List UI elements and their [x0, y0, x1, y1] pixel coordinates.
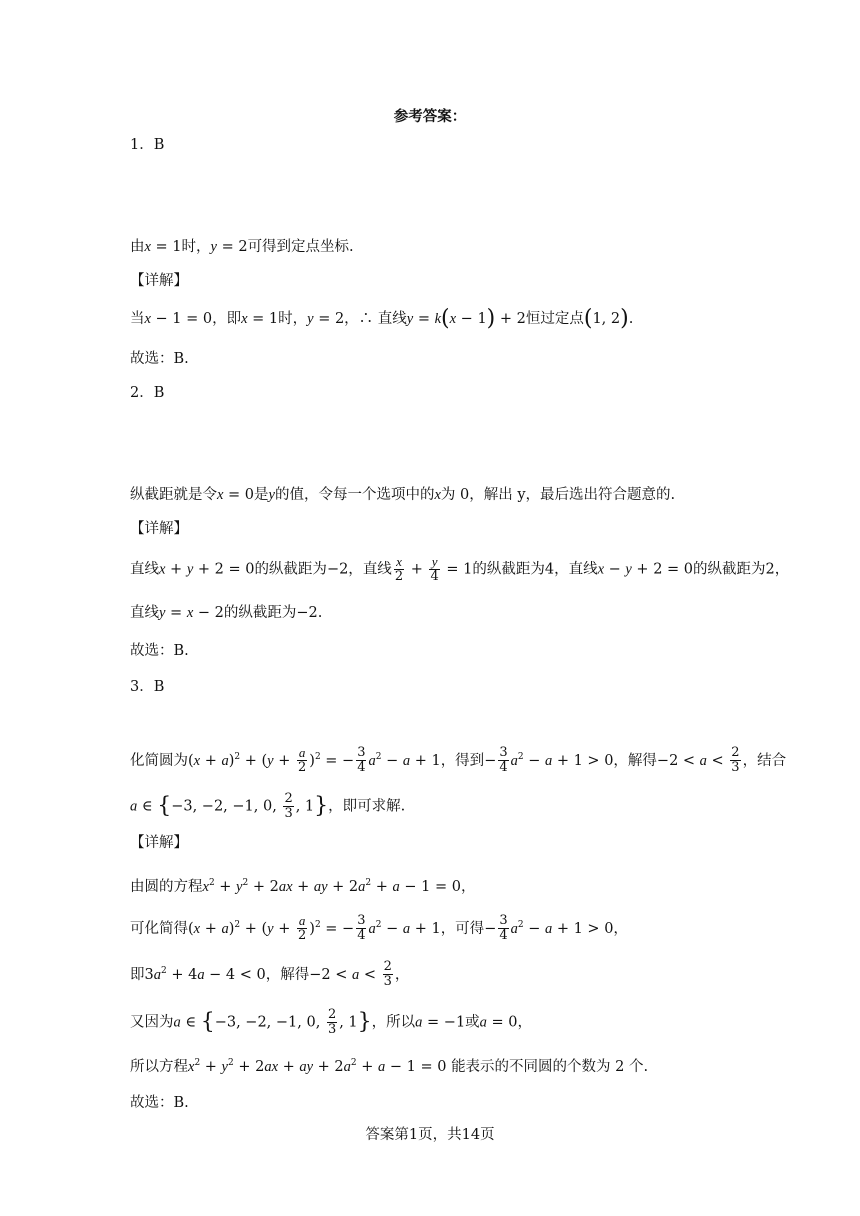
q3-hint-line1: 化简圆为$(x + a)^2 + (y$ + $\frac{a}{2}$ )$^2$ = − $\frac{3}{4}$ $a^2 - a + 1$，得到− $\frac{3}{4}$ $a^2 - a + 1 > 0$，解得−2 < a < $\frac{2}{3}$ ，结合 [130, 745, 787, 776]
page-title: 参考答案： [393, 108, 467, 125]
q3-detail-line1: 由圆的方程$x^2 + y^2 + 2ax$ + ay + $2a^2 + a - 1 = 0$， [130, 878, 476, 895]
q3-hint-line2: a ∈ {−3, −2, −1, 0, $\frac{2}{3}$ , 1}，即可求解. [130, 791, 406, 821]
q1-hint: 由x = 1时，y = 2可得到定点坐标. [130, 239, 354, 255]
q2-hint: 纵截距就是令x = 0是y的值，令每一个选项中的x为 0，解出 y，最后选出符合题意的. [130, 487, 676, 503]
q3-conclusion: 故选：B. [130, 1095, 189, 1111]
q3-detail-line2: 可化简得$(x + a)^2 + (y$ + $\frac{a}{2}$ )$^2$ = − $\frac{3}{4}$ $a^2 - a + 1$，可得− $\frac{3}{4}$ $a^2 - a + 1 > 0$， [130, 913, 628, 944]
page-footer: 答案第1页，共14页 [365, 1127, 495, 1143]
q3-detail-line5: 所以方程$x^2 + y^2 + 2ax$ + ay + $2a^2 + a - 1 = 0$ 能表示的不同圆的个数为 2 个. [130, 1058, 649, 1075]
answer-3: 3．B [130, 679, 165, 695]
q1-detail: 当x − 1 = 0，即x = 1时，y = 2，∴ 直线y = k(x − 1) + 2恒过定点(1, 2). [130, 306, 634, 331]
q3-detail-line3: 即$3a^2 + 4a - 4 < 0$，解得−2 < a < $\frac{2}{3}$ ， [130, 959, 410, 990]
answer-2: 2．B [130, 385, 165, 401]
q1-detail-tag: 【详解】 [130, 273, 188, 289]
q3-detail-line4: 又因为a ∈ {−3, −2, −1, 0, $\frac{2}{3}$ , 1}，所以a = −1或a = 0， [130, 1007, 533, 1037]
q1-conclusion: 故选：B. [130, 351, 189, 367]
q2-conclusion: 故选：B. [130, 643, 189, 659]
answer-1: 1．B [130, 137, 165, 153]
q2-detail-line1: 直线x + y + 2 = 0的纵截距为−2，直线 $\frac{x}{2}$ + $\frac{y}{4}$ = 1的纵截距为4，直线x − y + 2 = 0的纵截距为2， [130, 554, 790, 584]
q2-detail-line2: 直线y = x − 2的纵截距为−2. [130, 605, 323, 621]
q3-detail-tag: 【详解】 [130, 835, 188, 851]
q2-detail-tag: 【详解】 [130, 521, 188, 537]
